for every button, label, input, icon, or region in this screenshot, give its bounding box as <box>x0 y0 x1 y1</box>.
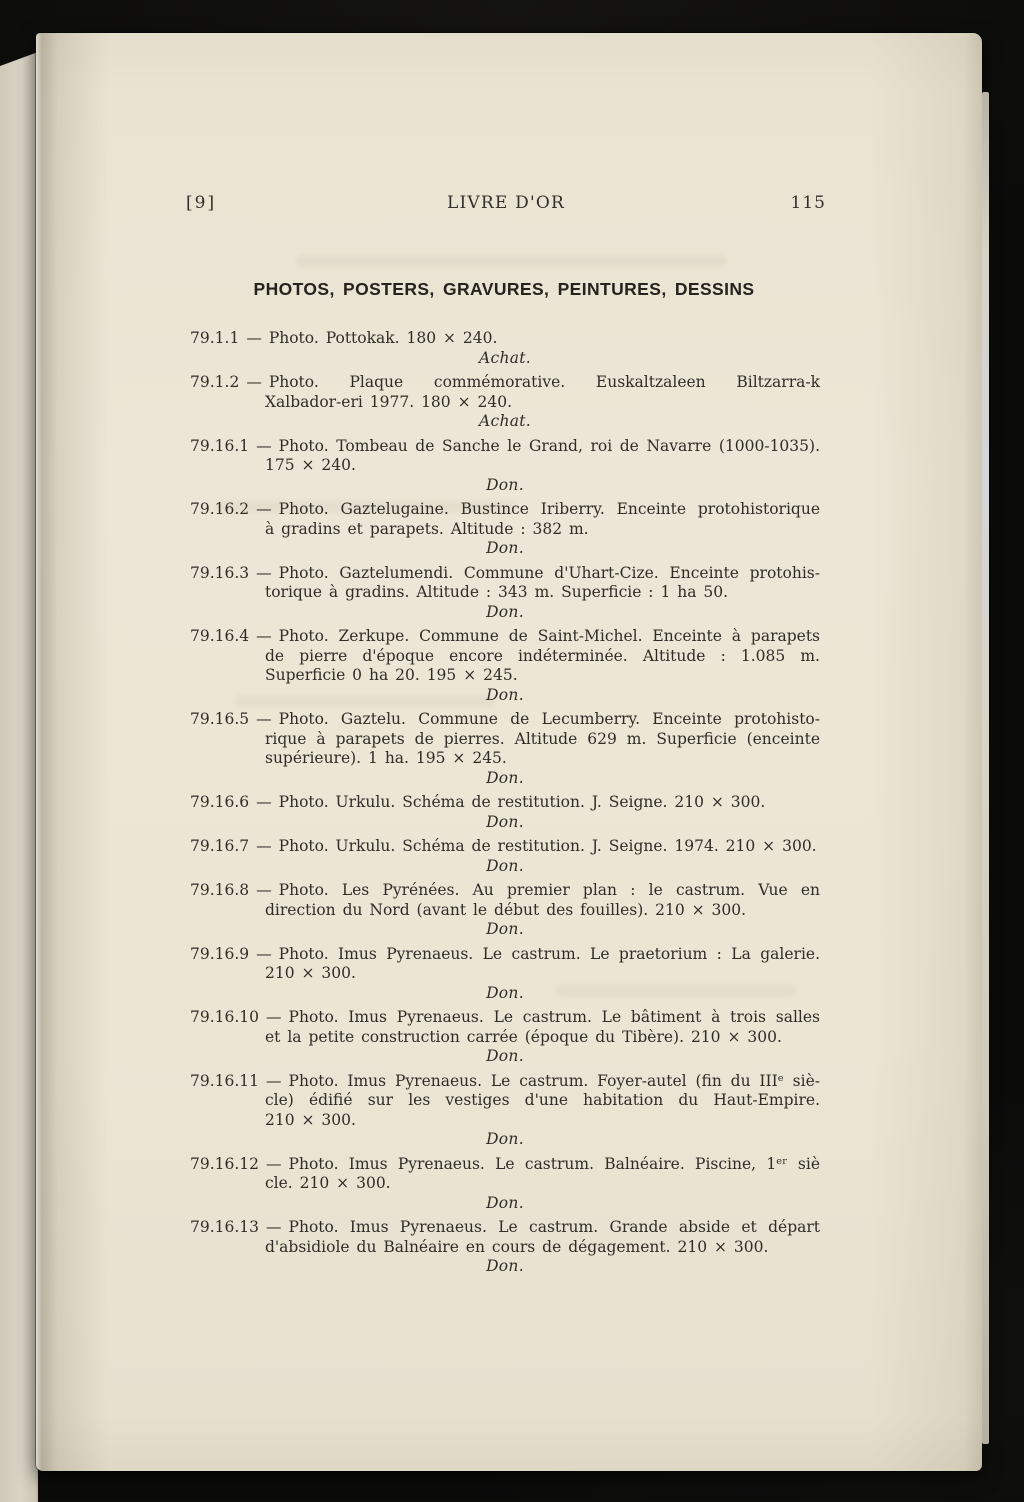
entry-dash: — <box>256 710 272 728</box>
acquisition-label: Achat. <box>478 412 532 430</box>
catalog-entries <box>190 329 820 1282</box>
entry-id: 79.16.2 <box>190 500 250 518</box>
acquisition-label: Don. <box>486 1130 524 1148</box>
entry-text-line: cle. 210 × 300. <box>265 1174 391 1192</box>
entry-text-line: 175 × 240. <box>265 456 356 474</box>
acquisition-label: Don. <box>486 768 524 787</box>
catalog-entry <box>190 837 820 876</box>
acquisition-label: Don. <box>486 856 524 875</box>
entry-text-line <box>190 437 820 457</box>
facing-page-edge <box>0 52 38 1502</box>
running-title: LIVRE D'OR <box>447 193 565 213</box>
entry-text: Photo. Zerkupe. Commune de Saint-Michel. Enceinte à parapets <box>278 627 820 645</box>
catalog-entry <box>190 945 820 1004</box>
entry-text: Photo. Imus Pyrenaeus. Le castrum. Grande abside et départ <box>288 1218 820 1236</box>
entry-text-line <box>190 500 820 520</box>
entry-text-line <box>190 627 820 647</box>
acquisition-label: Don. <box>486 602 524 621</box>
running-head <box>186 193 826 215</box>
acquisition-label: Don. <box>486 539 524 557</box>
entry-text-line <box>190 793 820 813</box>
entry-dash: — <box>266 1218 282 1236</box>
entry-id: 79.16.11 <box>190 1071 260 1090</box>
entry-id: 79.16.3 <box>190 563 250 582</box>
entry-text: Photo. Tombeau de Sanche le Grand, roi de Navarre (1000-1035). <box>278 436 820 455</box>
catalog-entry <box>190 1155 820 1214</box>
entry-id: 79.1.2 <box>190 373 240 391</box>
entry-dash: — <box>266 1154 282 1173</box>
catalog-entry <box>190 564 820 623</box>
entry-id: 79.1.1 <box>190 329 240 347</box>
catalog-entry <box>190 500 820 559</box>
acquisition-label: Don. <box>486 1193 524 1212</box>
catalog-entry <box>190 373 820 432</box>
entry-text-line: à gradins et parapets. Altitude : 382 m. <box>265 519 589 538</box>
page-stack-edge <box>982 92 989 1444</box>
entry-dash: — <box>266 1008 282 1026</box>
entry-id: 79.16.12 <box>190 1154 260 1173</box>
acquisition-label: Don. <box>486 920 524 938</box>
catalog-entry <box>190 329 820 368</box>
acquisition-label: Don. <box>486 812 524 831</box>
entry-text: Photo. Les Pyrénées. Au premier plan : le castrum. Vue en <box>278 881 820 899</box>
entry-text-line: torique à gradins. Altitude : 343 m. Superficie : 1 ha 50. <box>265 583 729 601</box>
entry-text: Photo. Pottokak. 180 × 240. <box>268 329 498 347</box>
entry-text: Photo. Imus Pyrenaeus. Le castrum. Foyer-autel (fin du IIIᵉ siè- <box>288 1071 820 1090</box>
entry-text-line: cle) édifié sur les vestiges d'une habitation du Haut-Empire. <box>265 1091 820 1109</box>
entry-dash: — <box>256 563 272 582</box>
entry-text: Photo. Urkulu. Schéma de restitution. J. Seigne. 1974. 210 × 300. <box>278 837 817 855</box>
entry-dash: — <box>256 881 272 899</box>
show-through-smudge <box>296 255 726 267</box>
entry-id: 79.16.7 <box>190 837 250 855</box>
entry-dash: — <box>256 627 272 645</box>
entry-text-line: et la petite construction carrée (époque du Tibère). 210 × 300. <box>265 1027 782 1046</box>
entry-text-line <box>190 1218 820 1238</box>
entry-text-line <box>190 329 820 349</box>
entry-id: 79.16.1 <box>190 436 250 455</box>
entry-text: Photo. Gaztelugaine. Bustince Iriberry. Enceinte protohistorique <box>278 500 820 518</box>
entry-text-line: Superficie 0 ha 20. 195 × 245. <box>265 666 518 684</box>
catalog-entry <box>190 1072 820 1150</box>
entry-text-line: 210 × 300. <box>265 964 356 982</box>
entry-text-line: de pierre d'époque encore indéterminée. Altitude : 1.085 m. <box>265 646 820 665</box>
entry-text-line <box>190 1155 820 1175</box>
entry-text: Photo. Imus Pyrenaeus. Le castrum. Balnéaire. Piscine, 1ᵉʳ siè <box>288 1154 820 1173</box>
catalog-entry <box>190 627 820 705</box>
entry-text-line: rique à parapets de pierres. Altitude 629 m. Superficie (enceinte <box>265 729 820 748</box>
entry-text: Photo. Plaque commémorative. Euskaltzaleen Biltzarra-k <box>268 373 820 391</box>
entry-id: 79.16.6 <box>190 793 250 811</box>
acquisition-label: Don. <box>486 1047 524 1065</box>
entry-id: 79.16.13 <box>190 1218 260 1236</box>
page-ref-number: [9] <box>186 193 217 213</box>
acquisition-label: Achat. <box>478 348 532 367</box>
entry-text-line <box>190 710 820 730</box>
entry-text-line <box>190 373 820 393</box>
entry-id: 79.16.10 <box>190 1008 260 1026</box>
entry-dash: — <box>256 793 272 811</box>
entry-text-line <box>190 564 820 584</box>
entry-dash: — <box>256 500 272 518</box>
entry-id: 79.16.4 <box>190 627 250 645</box>
entry-text: Photo. Gaztelumendi. Commune d'Uhart-Cize. Enceinte protohis- <box>278 563 820 582</box>
entry-dash: — <box>246 373 262 391</box>
catalog-entry <box>190 1218 820 1277</box>
section-heading: PHOTOS, POSTERS, GRAVURES, PEINTURES, DESSINS <box>253 279 755 299</box>
entry-text-line: supérieure). 1 ha. 195 × 245. <box>265 749 507 767</box>
acquisition-label: Don. <box>486 983 524 1002</box>
entry-id: 79.16.9 <box>190 944 250 963</box>
entry-dash: — <box>246 329 262 347</box>
entry-text-line: direction du Nord (avant le début des fouilles). 210 × 300. <box>265 900 747 919</box>
entry-text-line <box>190 1072 820 1092</box>
acquisition-label: Don. <box>486 1257 524 1275</box>
entry-dash: — <box>256 944 272 963</box>
entry-id: 79.16.5 <box>190 710 250 728</box>
entry-text-line <box>190 837 820 857</box>
catalog-entry <box>190 1008 820 1067</box>
entry-text-line: d'absidiole du Balnéaire en cours de dégagement. 210 × 300. <box>265 1237 769 1256</box>
catalog-entry <box>190 881 820 940</box>
entry-text: Photo. Gaztelu. Commune de Lecumberry. Enceinte protohisto- <box>278 710 820 728</box>
entry-text: Photo. Urkulu. Schéma de restitution. J. Seigne. 210 × 300. <box>278 793 766 811</box>
entry-dash: — <box>266 1071 282 1090</box>
entry-id: 79.16.8 <box>190 881 250 899</box>
entry-text: Photo. Imus Pyrenaeus. Le castrum. Le bâtiment à trois salles <box>288 1008 820 1026</box>
book-page <box>36 33 982 1471</box>
entry-text-line <box>190 881 820 901</box>
acquisition-label: Don. <box>486 685 524 704</box>
entry-text-line <box>190 1008 820 1028</box>
page-number: 115 <box>790 193 826 213</box>
entry-text-line: 210 × 300. <box>265 1110 356 1129</box>
entry-text: Photo. Imus Pyrenaeus. Le castrum. Le praetorium : La galerie. <box>278 944 820 963</box>
acquisition-label: Don. <box>486 475 524 494</box>
catalog-entry <box>190 437 820 496</box>
entry-text-line: Xalbador-eri 1977. 180 × 240. <box>265 392 513 411</box>
entry-text-line <box>190 945 820 965</box>
catalog-entry <box>190 793 820 832</box>
entry-dash: — <box>256 436 272 455</box>
catalog-entry <box>190 710 820 788</box>
entry-dash: — <box>256 837 272 855</box>
